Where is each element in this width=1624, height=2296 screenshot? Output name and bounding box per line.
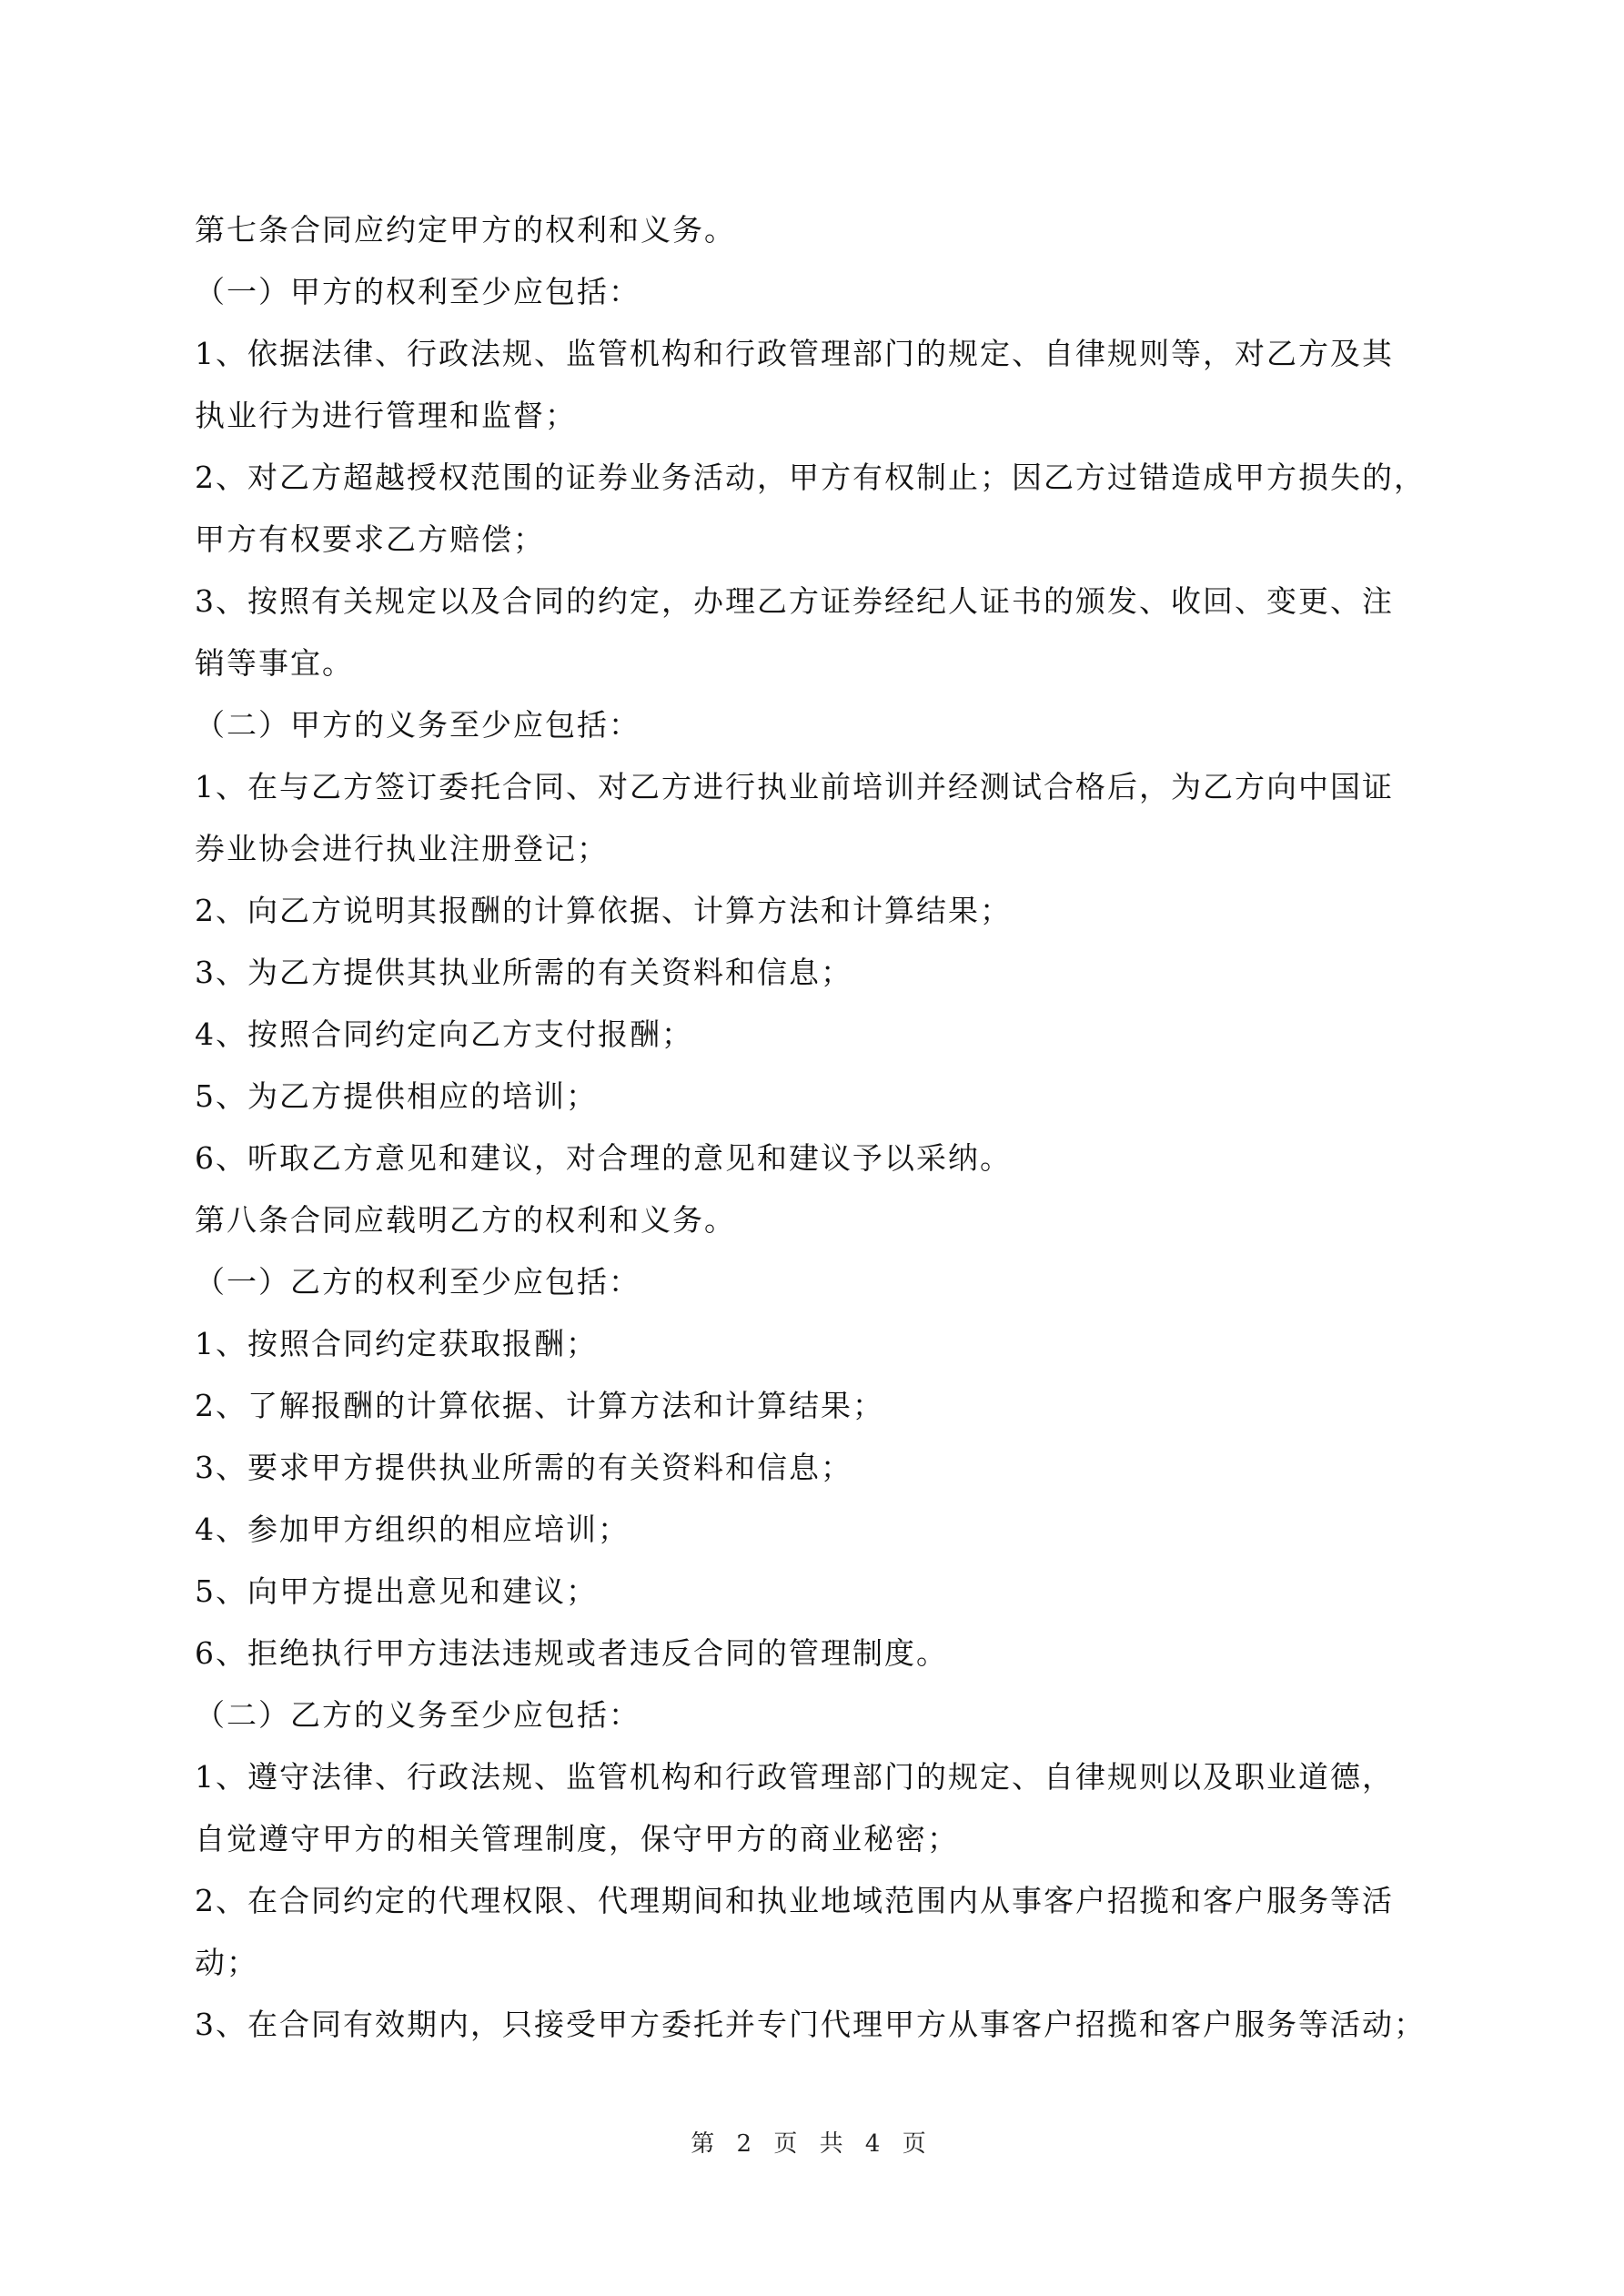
text-line: 3、在合同有效期内，只接受甲方委托并专门代理甲方从事客户招揽和客户服务等活动；	[195, 2007, 1426, 2042]
text-line: 4、参加甲方组织的相应培训；	[195, 1512, 630, 1547]
document-body	[195, 199, 1441, 2056]
text-line: 2、了解报酬的计算依据、计算方法和计算结果；	[195, 1388, 884, 1423]
text-line: 1、在与乙方签订委托合同、对乙方进行执业前培训并经测试合格后，为乙方向中国证	[195, 769, 1394, 804]
text-line: 2、对乙方超越授权范围的证券业务活动，甲方有权制止；因乙方过错造成甲方损失的，	[195, 460, 1426, 495]
text-line: （二）甲方的义务至少应包括：	[195, 707, 641, 743]
text-line: 5、向甲方提出意见和建议；	[195, 1573, 598, 1609]
text-line: 3、为乙方提供其执业所需的有关资料和信息；	[195, 955, 852, 990]
text-line: 甲方有权要求乙方赔偿；	[195, 521, 545, 557]
text-line: 1、遵守法律、行政法规、监管机构和行政管理部门的规定、自律规则以及职业道德，	[195, 1759, 1394, 1795]
text-line: 第七条合同应约定甲方的权利和义务。	[195, 212, 736, 248]
text-line: 执业行为进行管理和监督；	[195, 398, 577, 433]
text-line: 1、按照合同约定获取报酬；	[195, 1326, 598, 1361]
text-line: （一）乙方的权利至少应包括：	[195, 1264, 641, 1300]
text-line: （一）甲方的权利至少应包括：	[195, 274, 641, 309]
page-number-footer: 第 2 页 共 4 页	[691, 2130, 933, 2158]
text-line: 券业协会进行执业注册登记；	[195, 831, 609, 866]
text-line: 自觉遵守甲方的相关管理制度，保守甲方的商业秘密；	[195, 1821, 959, 1856]
text-line: 3、要求甲方提供执业所需的有关资料和信息；	[195, 1450, 852, 1485]
text-line: 5、为乙方提供相应的培训；	[195, 1078, 598, 1114]
text-line: （二）乙方的义务至少应包括：	[195, 1697, 641, 1733]
text-line: 3、按照有关规定以及合同的约定，办理乙方证券经纪人证书的颁发、收回、变更、注	[195, 583, 1394, 619]
text-line: 销等事宜。	[195, 645, 354, 681]
text-line: 2、在合同约定的代理权限、代理期间和执业地域范围内从事客户招揽和客户服务等活	[195, 1883, 1394, 1918]
text-line: 第八条合同应载明乙方的权利和义务。	[195, 1202, 736, 1238]
text-line: 1、依据法律、行政法规、监管机构和行政管理部门的规定、自律规则等，对乙方及其	[195, 336, 1394, 371]
text-line: 6、听取乙方意见和建议，对合理的意见和建议予以采纳。	[195, 1140, 1012, 1176]
text-line: 2、向乙方说明其报酬的计算依据、计算方法和计算结果；	[195, 893, 1012, 928]
text-line: 6、拒绝执行甲方违法违规或者违反合同的管理制度。	[195, 1635, 948, 1671]
text-line: 4、按照合同约定向乙方支付报酬；	[195, 1017, 693, 1052]
text-line: 动；	[195, 1945, 258, 1980]
